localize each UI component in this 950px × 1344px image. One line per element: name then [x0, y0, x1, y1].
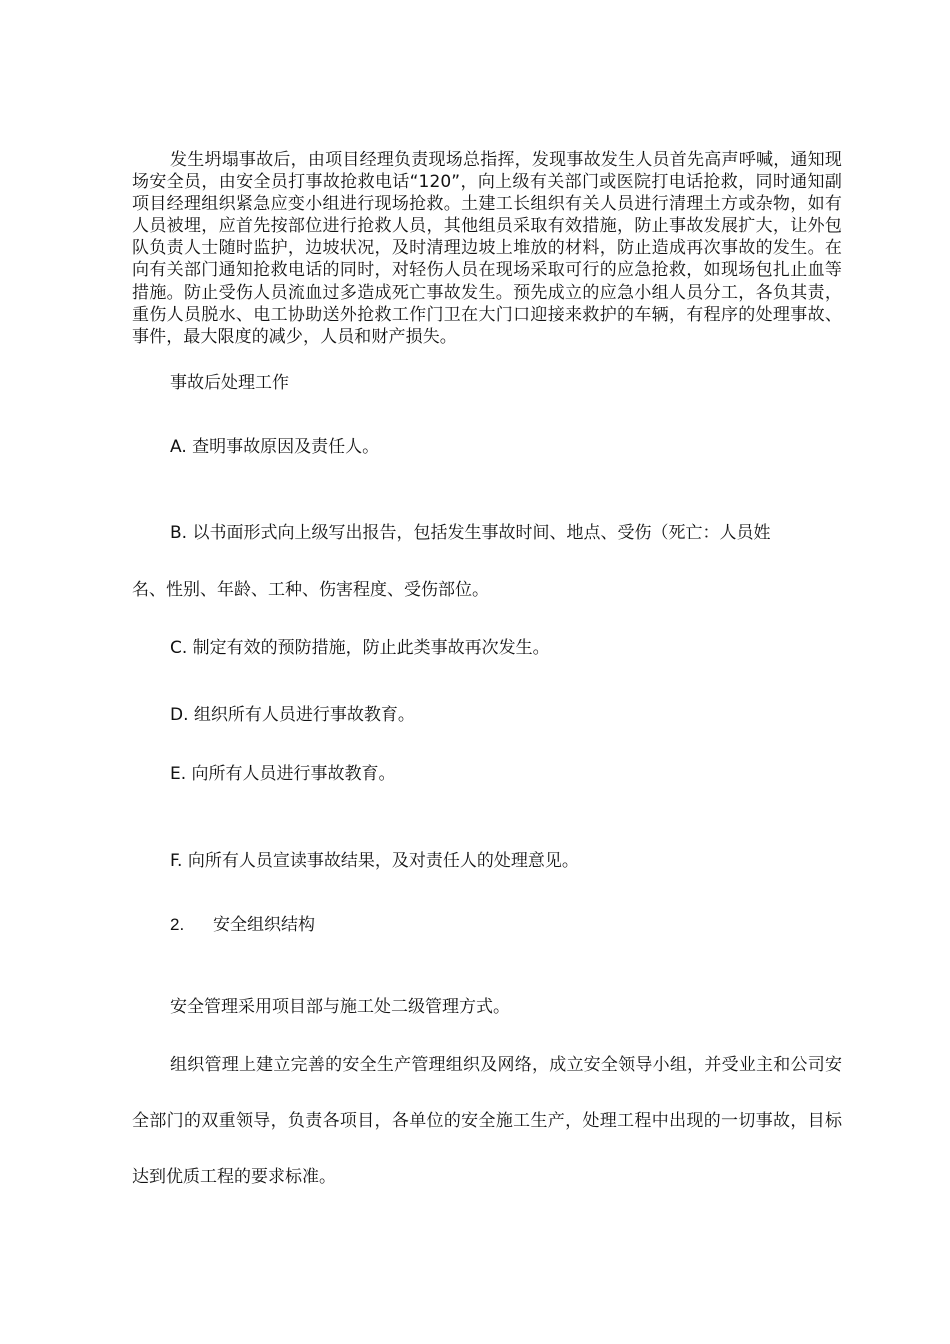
list-item-e: E. 向所有人员进行事故教育。	[170, 764, 396, 784]
management-mode-text: 安全管理采用项目部与施工处二级管理方式。	[170, 997, 510, 1017]
list-item-b-line1: B. 以书面形式向上级写出报告，包括发生事故时间、地点、受伤（死亡：人员姓	[170, 523, 771, 543]
list-item-c: C. 制定有效的预防措施，防止此类事故再次发生。	[170, 638, 550, 658]
list-item-a: A. 查明事故原因及责任人。	[170, 437, 380, 457]
section-title: 安全组织结构	[213, 915, 315, 935]
intro-paragraph: 发生坍塌事故后，由项目经理负责现场总指挥，发现事故发生人员首先高声呼喊，通知现场安全员，由安全员打事故抢救电话“120”，向上级有关部门或医院打电话抢救，同时通知副项目经理组织紧急应变小组进行现场抢救。土建工长组织有关人员进行清理土方或杂物，如有人员被埋，应首先按部位进行抢救人员，其他组员采取有效措施，防止事故发展扩大，让外包队负责人士随时监护，边坡状况，及时清理边坡上堆放的材料，防止造成再次事故的发生。在向有关部门通知抢救电话的同时，对轻伤人员在现场采取可行的应急抢救，如现场包扎止血等措施。防止受伤人员流血过多造成死亡事故发生。预先成立的应急小组人员分工，各负其责，重伤人员脱水、电工协助送外抢救工作门卫在大门口迎接来救护的车辆，有程序的处理事故、事件，最大限度的减少，人员和财产损失。	[132, 150, 842, 347]
section-number: 2.	[170, 915, 185, 934]
list-item-d: D. 组织所有人员进行事故教育。	[170, 705, 415, 725]
list-item-f: F. 向所有人员宣读事故结果，及对责任人的处理意见。	[170, 851, 579, 871]
organization-paragraph: 组织管理上建立完善的安全生产管理组织及网络，成立安全领导小组，并受业主和公司安全部门的双重领导，负责各项目，各单位的安全施工生产，处理工程中出现的一切事故，目标达到优质工程的要求标准。	[132, 1055, 842, 1187]
section-heading	[170, 913, 315, 937]
heading-after-accident: 事故后处理工作	[170, 373, 289, 393]
list-item-b-line2: 名、性别、年龄、工种、伤害程度、受伤部位。	[132, 580, 489, 600]
